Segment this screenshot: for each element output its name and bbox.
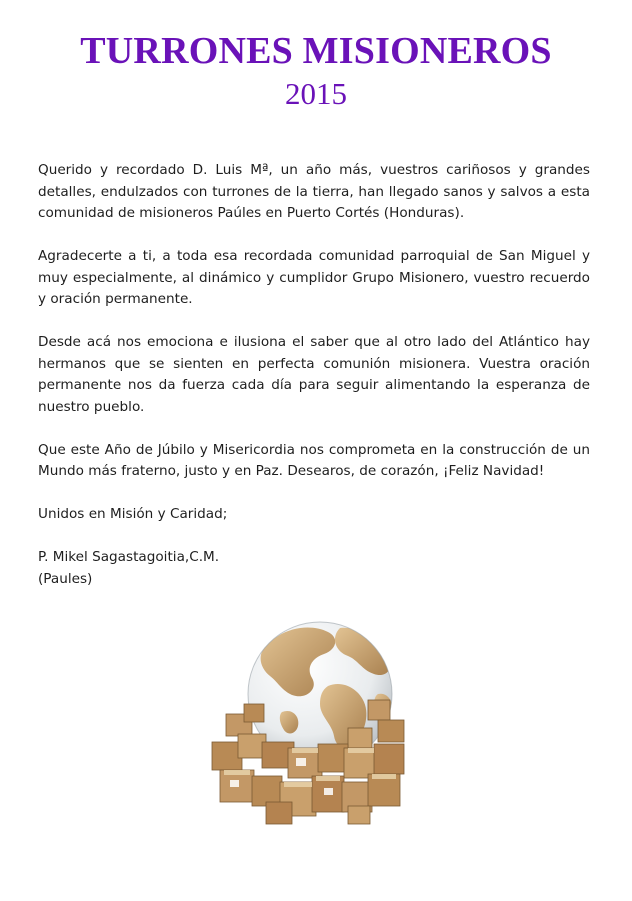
paragraph-wishes: Que este Año de Júbilo y Misericordia nos comprometa en la construcción de un Mundo más fraterno, justo y en Paz. Desearos, de corazón, ¡Feliz Navidad! [38, 441, 590, 479]
paragraph-greeting: Querido y recordado D. Luis Mª, un año más, vuestros cariñosos y grandes detalles, endulzados con turrones de la tierra, han llegado sanos y salvos a esta comunidad de misioneros Paúles en Puerto Cortés (Honduras). [38, 162, 590, 221]
document-title: TURRONES MISIONEROS [80, 30, 552, 72]
paragraph-communion: Desde acá nos emociona e ilusiona el saber que al otro lado del Atlántico hay hermanos que se sienten en perfecta comunión misionera. Vuestra oración permanente nos da fuerza cada día para seguir alimentando la esperanza de nuestro pueblo. [38, 334, 590, 415]
paragraph-thanks: Agradecerte a ti, a toda esa recordada comunidad parroquial de San Miguel y muy especialmente, al dinámico y cumplidor Grupo Misionero, vuestro recuerdo y oración permanente. [38, 248, 590, 307]
letter-body [38, 160, 590, 590]
signature-order: (Paules) [38, 570, 93, 587]
globe-with-boxes-icon [208, 616, 416, 830]
signature-name: P. Mikel Sagastagoitia,C.M. [38, 549, 220, 565]
closing-line: Unidos en Misión y Caridad; [38, 506, 228, 522]
document-year: 2015 [285, 76, 347, 111]
